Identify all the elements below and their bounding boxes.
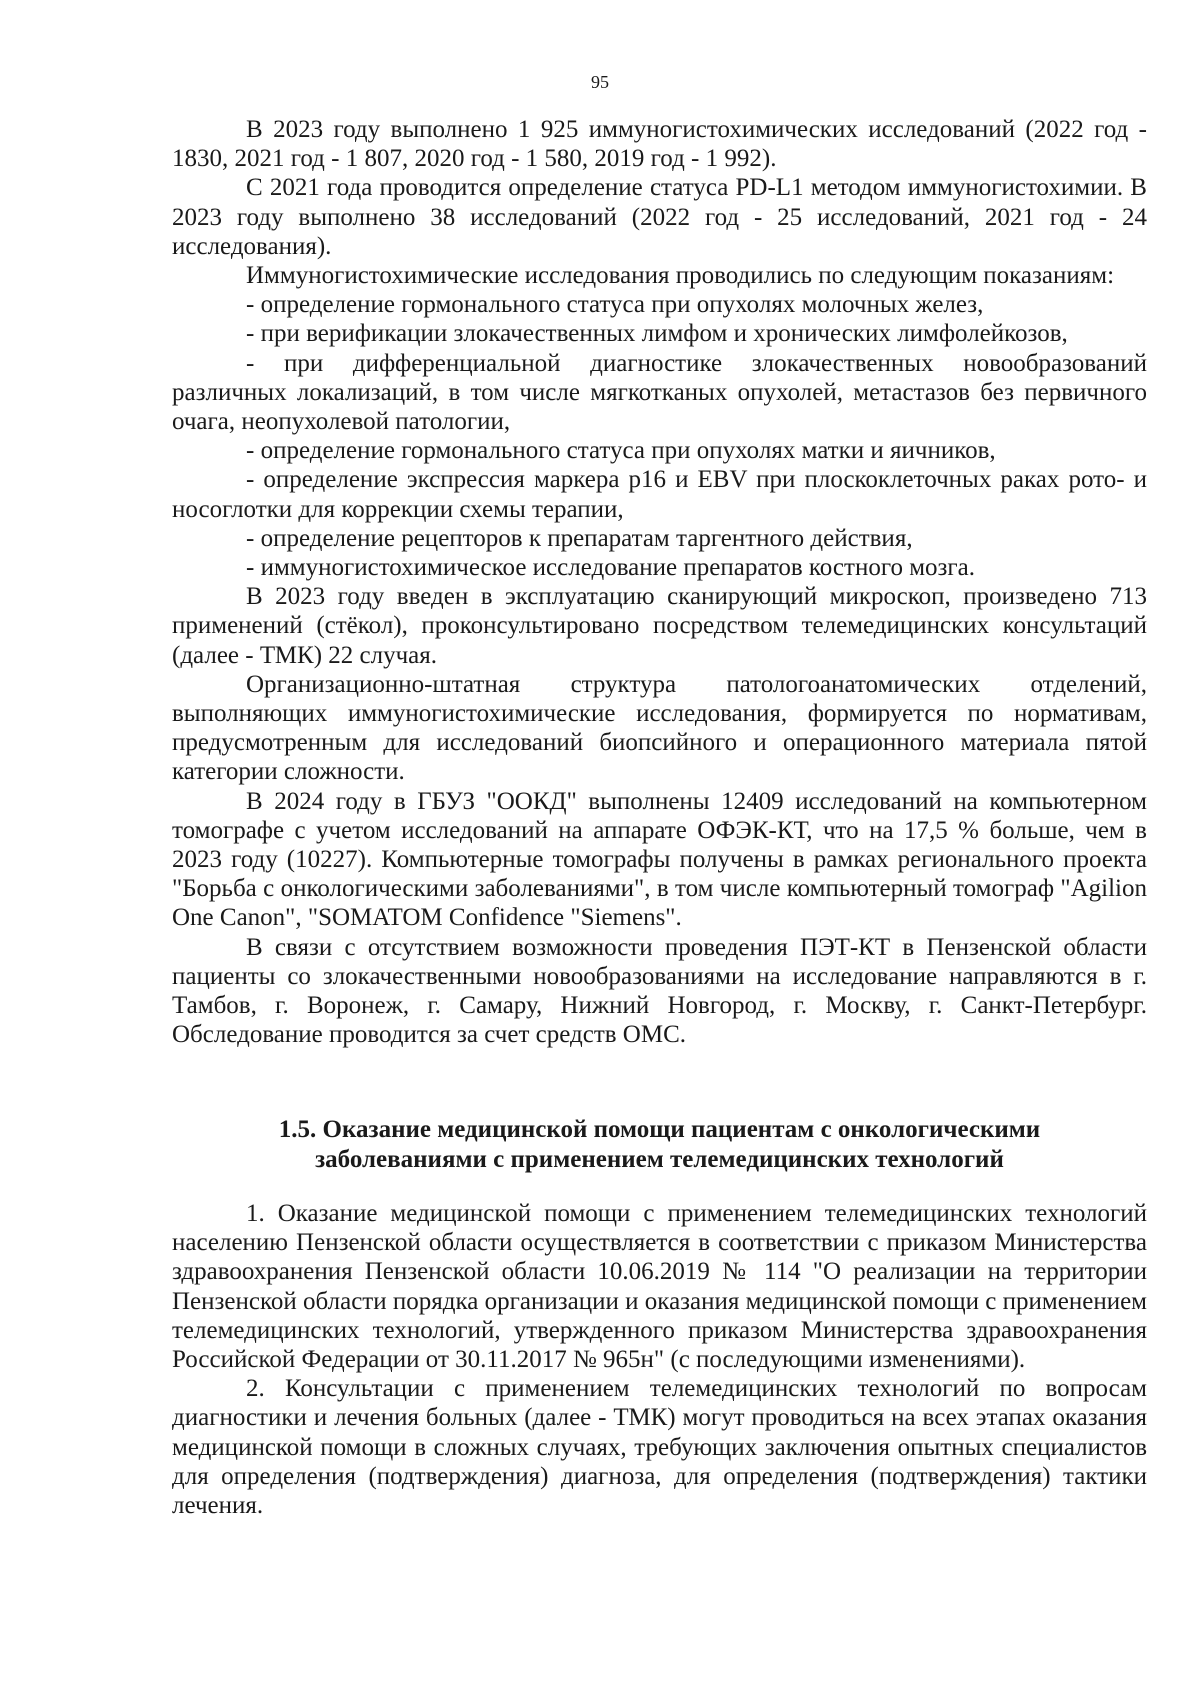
paragraph: Иммуногистохимические исследования проводились по следующим показаниям: xyxy=(246,262,1115,290)
section-heading-line: 1.5. Оказание медицинской помощи пациентам с онкологическими xyxy=(278,1116,1041,1143)
body-text-bottom xyxy=(172,1199,1147,1520)
list-item: - определение гормонального статуса при опухолях молочных желез, xyxy=(246,291,984,319)
list-item: - иммуногистохимическое исследование препаратов костного мозга. xyxy=(246,554,976,582)
list-item: - при дифференциальной диагностике злокачественных новообразований различных локализаций, в том числе мягкотканых опухолей, метастазов без первичного очага, неопухолевой патологии, xyxy=(172,349,1147,436)
paragraph: В 2023 году выполнено 1 925 иммуногистохимических исследований (2022 год - 1830, 2021 год - 1 807, 2020 год - 1 580, 2019 год - 1 992). xyxy=(172,116,1147,173)
section-heading xyxy=(172,1115,1147,1175)
paragraph: В 2023 году введен в эксплуатацию сканирующий микроскоп, произведено 713 применений (стёкол), проконсультировано посредством телемедицинских консультаций (далее - ТМК) 22 случая. xyxy=(172,583,1147,669)
paragraph: Организационно-штатная структура патологоанатомических отделений, выполняющих иммуногистохимические исследования, формируется по нормативам, предусмотренным для исследований биопсийного и операционного материала пятой категории сложности. xyxy=(172,670,1147,786)
paragraph: 1. Оказание медицинской помощи с применением телемедицинских технологий населению Пензенской области осуществляется в соответствии с приказом Министерства здравоохранения Пензенской области 10.06.2019 № 114 "О реализации на территории Пензенской области порядка организации и оказания медицинской помощи с применением телемедицинских технологий, утвержденного приказом Министерства здравоохранения Российской Федерации от 30.11.2017 № 965н" (с последующими изменениями). xyxy=(172,1200,1147,1374)
list-item: - определение гормонального статуса при опухолях матки и яичников, xyxy=(246,437,996,465)
list-item: - определение рецепторов к препаратам таргентного действия, xyxy=(246,524,913,552)
paragraph: 2. Консультации с применением телемедицинских технологий по вопросам диагностики и лечения больных (далее - ТМК) могут проводиться на всех этапах оказания медицинской помощи в сложных случаях, требующих заключения опытных специалистов для определения (подтверждения) диагноза, для определения (подтверждения) тактики лечения. xyxy=(172,1375,1147,1520)
page-number: 95 xyxy=(591,72,609,92)
section-heading-line: заболеваниями с применением телемедицинских технологий xyxy=(315,1146,1004,1173)
paragraph: В связи с отсутствием возможности проведения ПЭТ-КТ в Пензенской области пациенты со злокачественными новообразованиями на исследование направляются в г. Тамбов, г. Воронеж, г. Самару, Нижний Новгород, г. Москву, г. Санкт-Петербург. Обследование проводится за счет средств ОМС. xyxy=(172,933,1147,1049)
paragraph: С 2021 года проводится определение статуса PD-L1 методом иммуногистохимии. В 2023 году выполнено 38 исследований (2022 год - 25 исследований, 2021 год - 24 исследования). xyxy=(172,174,1147,260)
paragraph: В 2024 году в ГБУЗ "ООКД" выполнены 12409 исследований на компьютерном томографе с учетом исследований на аппарате ОФЭК-КТ, что на 17,5 % больше, чем в 2023 году (10227). Компьютерные томографы получены в рамках регионального проекта "Борьба с онкологическими заболеваниями", в том числе компьютерный томограф "Agilion One Canon", "SOMATOM Confidence "Siemens". xyxy=(172,787,1147,932)
body-text-top xyxy=(172,115,1147,1050)
list-item: - при верификации злокачественных лимфом и хронических лимфолейкозов, xyxy=(246,320,1068,348)
list-item: - определение экспрессия маркера p16 и EBV при плоскоклеточных раках рото- и носоглотки для коррекции схемы терапии, xyxy=(172,466,1147,523)
